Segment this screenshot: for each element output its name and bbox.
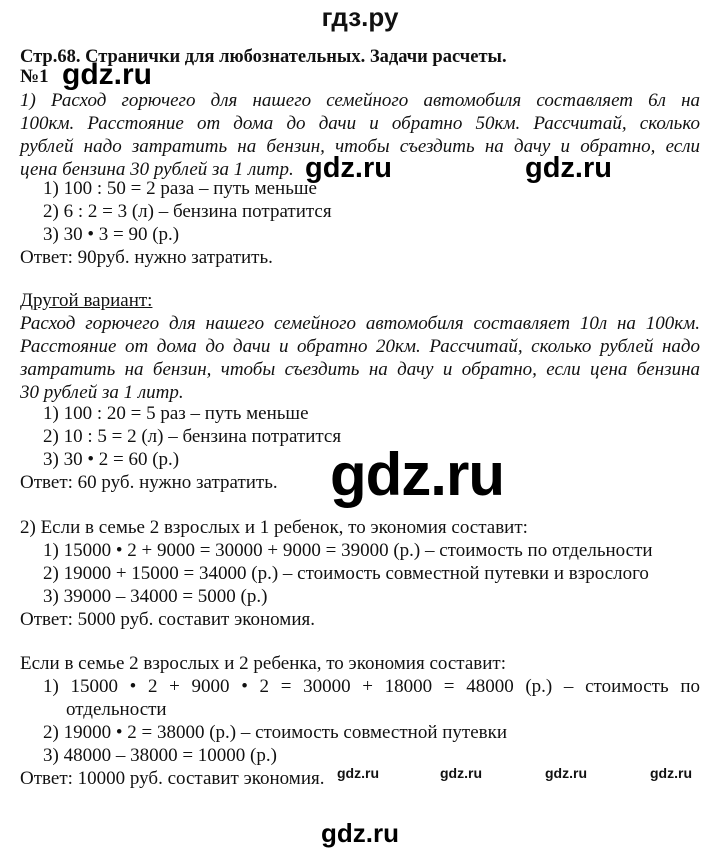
- watermark: gdz.ru: [305, 152, 392, 184]
- watermark: gdz.ru: [650, 765, 692, 781]
- answer: Ответ: 5000 руб. составит экономия.: [20, 609, 315, 630]
- page-title: Стр.68. Странички для любознательных. Задачи расчеты.: [20, 47, 507, 67]
- watermark: gdz.ru: [62, 58, 152, 91]
- problem-line: рублей надо затратить на бензин, чтобы съездить на дачу и обратно, если: [20, 136, 700, 157]
- solution-step: 2) 19000 • 2 = 38000 (р.) – стоимость совместной путевки: [43, 722, 508, 743]
- answer: Ответ: 90руб. нужно затратить.: [20, 247, 273, 268]
- problem-line: 30 рублей за 1 литр.: [20, 382, 184, 403]
- footer-watermark: gdz.ru: [321, 818, 399, 848]
- solution-step: 1) 15000 • 2 + 9000 • 2 = 30000 + 18000 = 48000 (р.) – стоимость по: [43, 676, 700, 697]
- solution-step: 1) 15000 • 2 + 9000 = 30000 + 9000 = 39000 (р.) – стоимость по отдельности: [43, 540, 653, 561]
- watermark: gdz.ru: [337, 765, 379, 781]
- variant-heading: Другой вариант:: [20, 290, 153, 311]
- part2-intro: 2) Если в семье 2 взрослых и 1 ребенок, то экономия составит:: [20, 517, 528, 538]
- problem-line: Расстояние от дома до дачи и обратно 20км. Рассчитай, сколько рублей надо: [20, 336, 700, 357]
- solution-step: 3) 30 • 3 = 90 (р.): [43, 224, 180, 245]
- problem-line: цена бензина 30 рублей за 1 литр.: [20, 159, 294, 180]
- site-header: гдз.ру: [321, 2, 399, 32]
- problem-line: 1) Расход горючего для нашего семейного автомобиля составляет 6л на: [20, 90, 700, 111]
- watermark: gdz.ru: [330, 441, 504, 508]
- solution-step: 1) 100 : 50 = 2 раза – путь меньше: [43, 178, 317, 199]
- solution-step-continuation: отдельности: [66, 699, 167, 720]
- part3-intro: Если в семье 2 взрослых и 2 ребенка, то экономия составит:: [20, 653, 506, 674]
- answer: Ответ: 60 руб. нужно затратить.: [20, 472, 278, 493]
- solution-step: 2) 10 : 5 = 2 (л) – бензина потратится: [43, 426, 342, 447]
- watermark: gdz.ru: [545, 765, 587, 781]
- solution-step: 2) 19000 + 15000 = 34000 (р.) – стоимость совместной путевки и взрослого: [43, 563, 649, 584]
- problem-line: Расход горючего для нашего семейного автомобиля составляет 10л на 100км.: [20, 313, 700, 334]
- answer: Ответ: 10000 руб. составит экономия.: [20, 768, 325, 789]
- solution-step: 3) 30 • 2 = 60 (р.): [43, 449, 180, 470]
- problem-line: 100км. Расстояние от дома до дачи и обратно 50км. Рассчитай, сколько: [20, 113, 700, 134]
- solution-step: 3) 48000 – 38000 = 10000 (р.): [43, 745, 277, 766]
- problem-line: затратить на бензин, чтобы съездить на дачу и обратно, если цена бензина: [20, 359, 700, 380]
- solution-step: 2) 6 : 2 = 3 (л) – бензина потратится: [43, 201, 332, 222]
- task-number: №1: [20, 66, 49, 87]
- watermark: gdz.ru: [440, 765, 482, 781]
- solution-step: 3) 39000 – 34000 = 5000 (р.): [43, 586, 268, 607]
- watermark: gdz.ru: [525, 152, 612, 184]
- solution-step: 1) 100 : 20 = 5 раз – путь меньше: [43, 403, 309, 424]
